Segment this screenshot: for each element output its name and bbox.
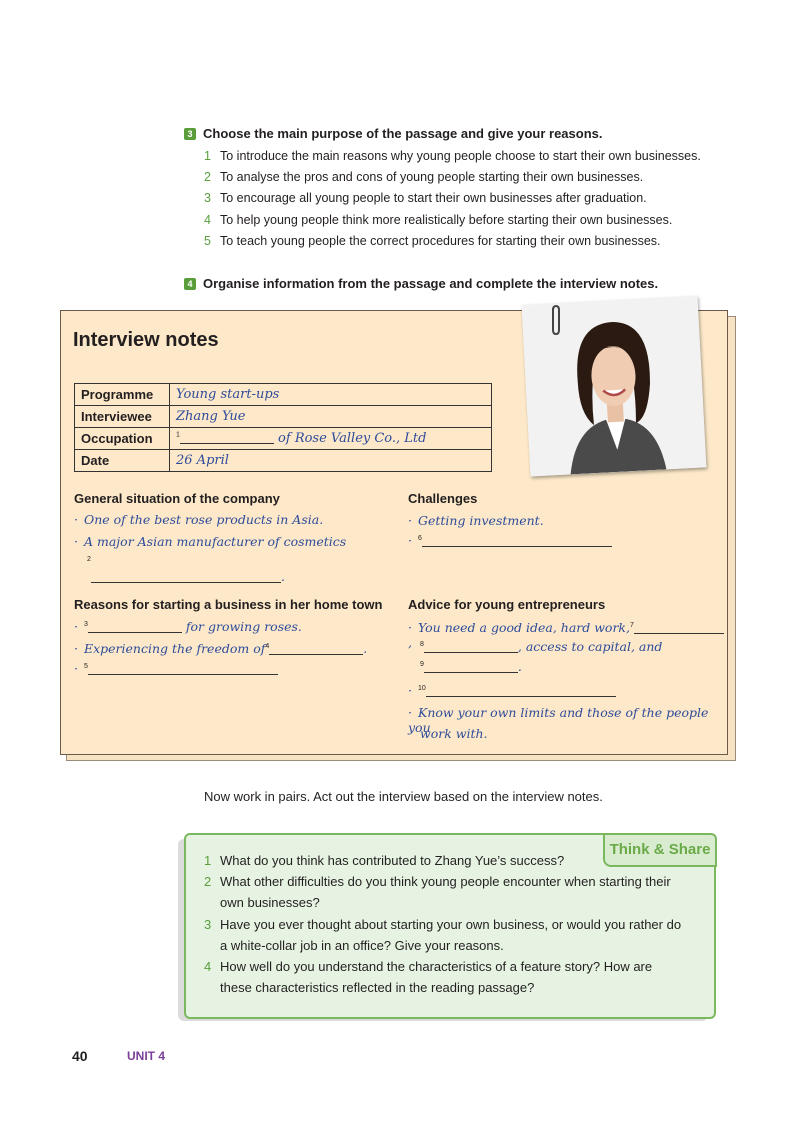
blank-3[interactable]	[88, 620, 182, 633]
challenges-blank-6: · $^6$	[408, 533, 612, 548]
general-line-1: · One of the best rose products in Asia.	[74, 512, 324, 527]
general-line-2: · A major Asian manufacturer of cosmetics	[74, 534, 347, 549]
challenges-heading: Challenges	[408, 491, 478, 506]
think-share-questions	[204, 850, 704, 998]
list-item: 4 How well do you understand the characteristics of a feature story? How are these characteristics reflected in the reading passage?	[204, 959, 653, 996]
advice-line-2: $^8$ , access to capital, and	[420, 639, 663, 654]
blank-8[interactable]	[424, 640, 518, 653]
general-blank-2: $^2$ .	[87, 555, 285, 584]
advice-heading: Advice for young entrepreneurs	[408, 597, 606, 612]
list-item: 2 What other difficulties do you think young people encounter when starting their own businesses?	[204, 874, 671, 911]
blank-10[interactable]	[426, 684, 616, 697]
task3-number-badge: 3	[184, 128, 196, 140]
blank-6[interactable]	[422, 534, 612, 547]
page-number: 40	[72, 1048, 88, 1064]
blank-1[interactable]	[180, 431, 274, 444]
advice-line-5: · Know your own limits and those of the people you	[408, 705, 709, 735]
info-table	[74, 383, 492, 472]
task4-number-badge: 4	[184, 278, 196, 290]
list-item: 3 Have you ever thought about starting your own business, or would you rather do a white-collar job in an office? Give your reasons.	[204, 916, 682, 953]
task3-heading: 3 Choose the main purpose of the passage and give your reasons.	[184, 126, 602, 141]
reasons-line-3: · $^5$	[74, 661, 278, 676]
advice-line-3: $^9$ .	[420, 659, 522, 674]
reasons-line-1: · $^3$ for growing roses.	[74, 619, 302, 634]
reasons-line-2: · Experiencing the freedom $of^4$ .	[74, 641, 368, 656]
option-item: 1 To introduce the main reasons why young people choose to start their own businesses.	[204, 149, 701, 163]
blank-2[interactable]	[91, 570, 281, 583]
option-item: 5 To teach young people the correct procedures for starting their own businesses.	[204, 233, 661, 248]
task4-heading: 4 Organise information from the passage and complete the interview notes.	[184, 276, 658, 291]
blank-7[interactable]	[634, 621, 724, 634]
task3-options	[204, 146, 764, 252]
challenges-line-1: · Getting investment.	[408, 513, 544, 528]
think-share-badge: Think & Share	[603, 833, 717, 867]
reasons-heading: Reasons for starting a business in her home town	[74, 597, 383, 612]
general-heading: General situation of the company	[74, 491, 280, 506]
table-row: Date 26 April	[75, 450, 492, 472]
table-row: Occupation $^1$ of Rose Valley Co., Ltd	[75, 428, 492, 450]
pairwork-instruction: Now work in pairs. Act out the interview based on the interview notes.	[204, 789, 603, 804]
list-item: 1 What do you think has contributed to Zhang Yue’s success?	[204, 853, 565, 868]
notes-title: Interview notes	[73, 329, 219, 351]
paper-clip-icon	[549, 304, 563, 336]
table-row: Programme Young start-ups	[75, 384, 492, 406]
option-item: 4 To help young people think more realistically before starting their own businesses.	[204, 212, 673, 227]
option-item: 2 To analyse the pros and cons of young people starting their own businesses.	[204, 170, 644, 185]
blank-4[interactable]	[269, 642, 363, 655]
advice-line-1: · You need a good idea, hard work,$^7$,	[408, 620, 727, 650]
blank-9[interactable]	[424, 660, 518, 673]
advice-line-6: work with.	[420, 726, 488, 741]
table-row: Interviewee Zhang Yue	[75, 406, 492, 428]
option-item: 3 To encourage all young people to start their own businesses after graduation.	[204, 191, 647, 206]
blank-5[interactable]	[88, 662, 278, 675]
unit-label: UNIT 4	[127, 1049, 166, 1063]
advice-line-4: · $^{10}$	[408, 683, 616, 698]
